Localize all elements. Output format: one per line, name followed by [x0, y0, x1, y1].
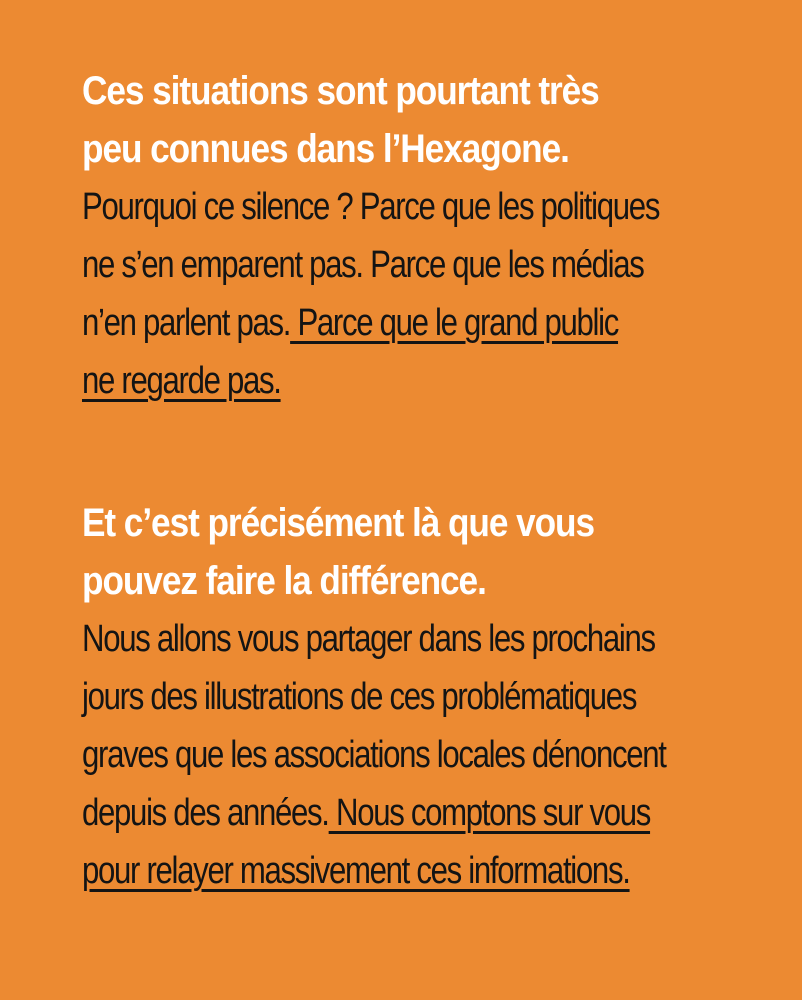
body-line-2 — [82, 236, 644, 294]
body-line-1 — [82, 610, 655, 668]
body-line-4 — [82, 784, 651, 842]
paragraph-block-1 — [82, 62, 762, 410]
body-line-3-text: n’en parlent pas. — [82, 302, 291, 344]
body-line-2-text: ne s’en emparent pas. Parce que les médias — [82, 244, 644, 286]
body-line-4-text: depuis des années. — [82, 792, 329, 834]
body-line-5 — [82, 842, 640, 900]
heading-line-1: Et c’est précisément là que vous — [82, 501, 595, 545]
paragraph-block-2 — [82, 494, 762, 900]
body-line-1-text: Nous allons vous partager dans les prochains — [82, 618, 655, 660]
body-line-1-text: Pourquoi ce silence ? Parce que les politiques — [82, 186, 660, 228]
body-line-4-underlined: ne regarde pas. — [82, 360, 281, 402]
body-line-4-underlined: Nous comptons sur vous — [328, 792, 651, 834]
body-line-5-underlined: pour relayer massivement ces informations. — [82, 850, 630, 892]
body-line-3 — [82, 726, 666, 784]
body-line-3-underlined: Parce que le grand public — [290, 302, 619, 344]
body-line-1 — [82, 178, 660, 236]
body-line-3 — [82, 294, 640, 352]
body-line-2-text: jours des illustrations de ces problématiques — [82, 676, 637, 718]
heading-line-2: pouvez faire la différence. — [82, 559, 486, 603]
body-line-3-text: graves que les associations locales dénoncent — [82, 734, 666, 776]
heading-line-2: peu connues dans l’Hexagone. — [82, 127, 569, 171]
heading-line-1: Ces situations sont pourtant très — [82, 69, 599, 113]
body-line-2 — [82, 668, 640, 726]
body-line-4 — [82, 352, 640, 410]
